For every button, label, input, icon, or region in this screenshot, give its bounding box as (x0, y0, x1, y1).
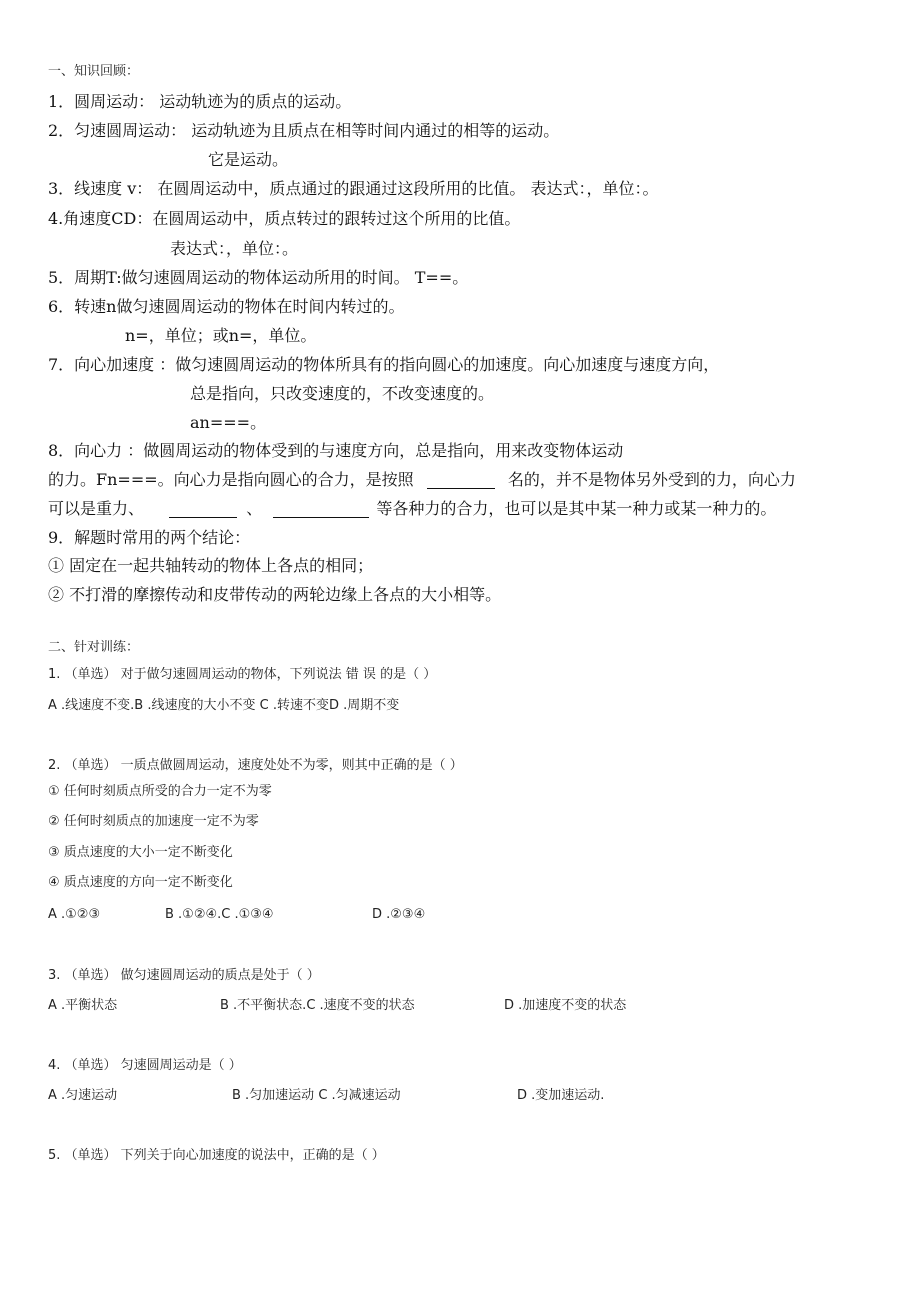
q4-option-a: A .匀速运动 (48, 1088, 118, 1103)
q2-statement-1: ① 任何时刻质点所受的合力一定不为零 (48, 784, 272, 799)
q4-option-bc: B .匀加速运动 C .匀减速运动 (232, 1088, 401, 1103)
q1-options: A .线速度不变.B .线速度的大小不变 C .转速不变D .周期不变 (48, 698, 400, 713)
q4-option-d: D .变加速运动. (517, 1088, 605, 1103)
item-2: 2．匀速圆周运动： 运动轨迹为且质点在相等时间内通过的相等的运动。 (48, 121, 560, 140)
item-8-line3-a: 可以是重力、 (48, 499, 145, 518)
item-8-line3 (48, 501, 776, 518)
q3-option-d: D .加速度不变的状态 (504, 998, 627, 1013)
q2-option-bc: B .①②④.C .①③④ (165, 907, 274, 922)
q2-option-d: D .②③④ (372, 907, 426, 922)
q4-stem: 4. （单选） 匀速圆周运动是（ ） (48, 1058, 242, 1073)
item-7: 7．向心加速度 ：做匀速圆周运动的物体所具有的指向圆心的加速度。向心加速度与速度方向， (48, 355, 720, 374)
item-6-cont: n=，单位；或n=，单位。 (125, 326, 317, 345)
item-9-conclusion-1: ① 固定在一起共轴转动的物体上各点的相同； (48, 556, 374, 575)
item-4: 4.角速度CD：在圆周运动中，质点转过的跟转过这个所用的比值。 (48, 209, 521, 228)
blank-line (427, 472, 495, 489)
q2-statement-2: ② 任何时刻质点的加速度一定不为零 (48, 814, 259, 829)
item-4-cont: 表达式：，单位：。 (170, 239, 299, 258)
blank-line (169, 501, 237, 518)
q1-stem: 1. （单选） 对于做匀速圆周运动的物体，下列说法 错 误 的是（ ） (48, 667, 437, 682)
q5-stem: 5. （单选） 下列关于向心加速度的说法中，正确的是（ ） (48, 1148, 385, 1163)
item-9-conclusion-2: ② 不打滑的摩擦传动和皮带传动的两轮边缘上各点的大小相等。 (48, 585, 502, 604)
section2-title: 二、针对训练： (48, 640, 140, 655)
section1-title: 一、知识回顾： (48, 64, 140, 79)
item-9: 9．解题时常用的两个结论： (48, 528, 251, 547)
q3-option-a: A .平衡状态 (48, 998, 118, 1013)
q2-statement-4: ④ 质点速度的方向一定不断变化 (48, 875, 233, 890)
q2-stem: 2. （单选） 一质点做圆周运动，速度处处不为零，则其中正确的是（ ） (48, 758, 463, 773)
item-7-cont: 总是指向，只改变速度的，不改变速度的。 (190, 384, 495, 403)
q2-statement-3: ③ 质点速度的大小一定不断变化 (48, 845, 233, 860)
item-8-line3-sep: 、 (246, 499, 263, 518)
q3-stem: 3. （单选） 做匀速圆周运动的质点是处于（ ） (48, 968, 320, 983)
item-8-line2 (48, 472, 796, 489)
item-8-line2-a: 的力。Fn===。向心力是指向圆心的合力，是按照 (48, 470, 414, 489)
item-8-line3-b: 等各种力的合力，也可以是其中某一种力或某一种力的。 (376, 499, 777, 518)
blank-line (273, 501, 369, 518)
item-3: 3．线速度 v： 在圆周运动中，质点通过的跟通过这段所用的比值。 表达式：，单位：。 (48, 179, 659, 198)
item-8: 8．向心力 ：做圆周运动的物体受到的与速度方向，总是指向，用来改变物体运动 (48, 441, 624, 460)
item-1: 1．圆周运动： 运动轨迹为的质点的运动。 (48, 92, 352, 111)
item-8-line2-b: 名的，并不是物体另外受到的力，向心力 (507, 470, 796, 489)
item-7-formula: an===。 (190, 413, 267, 432)
item-6: 6．转速n做匀速圆周运动的物体在时间内转过的。 (48, 297, 405, 316)
item-5: 5．周期T:做匀速圆周运动的物体运动所用的时间。 T==。 (48, 268, 469, 287)
q2-option-a: A .①②③ (48, 907, 101, 922)
item-2-cont: 它是运动。 (208, 150, 289, 169)
q3-option-bc: B .不平衡状态.C .速度不变的状态 (220, 998, 415, 1013)
